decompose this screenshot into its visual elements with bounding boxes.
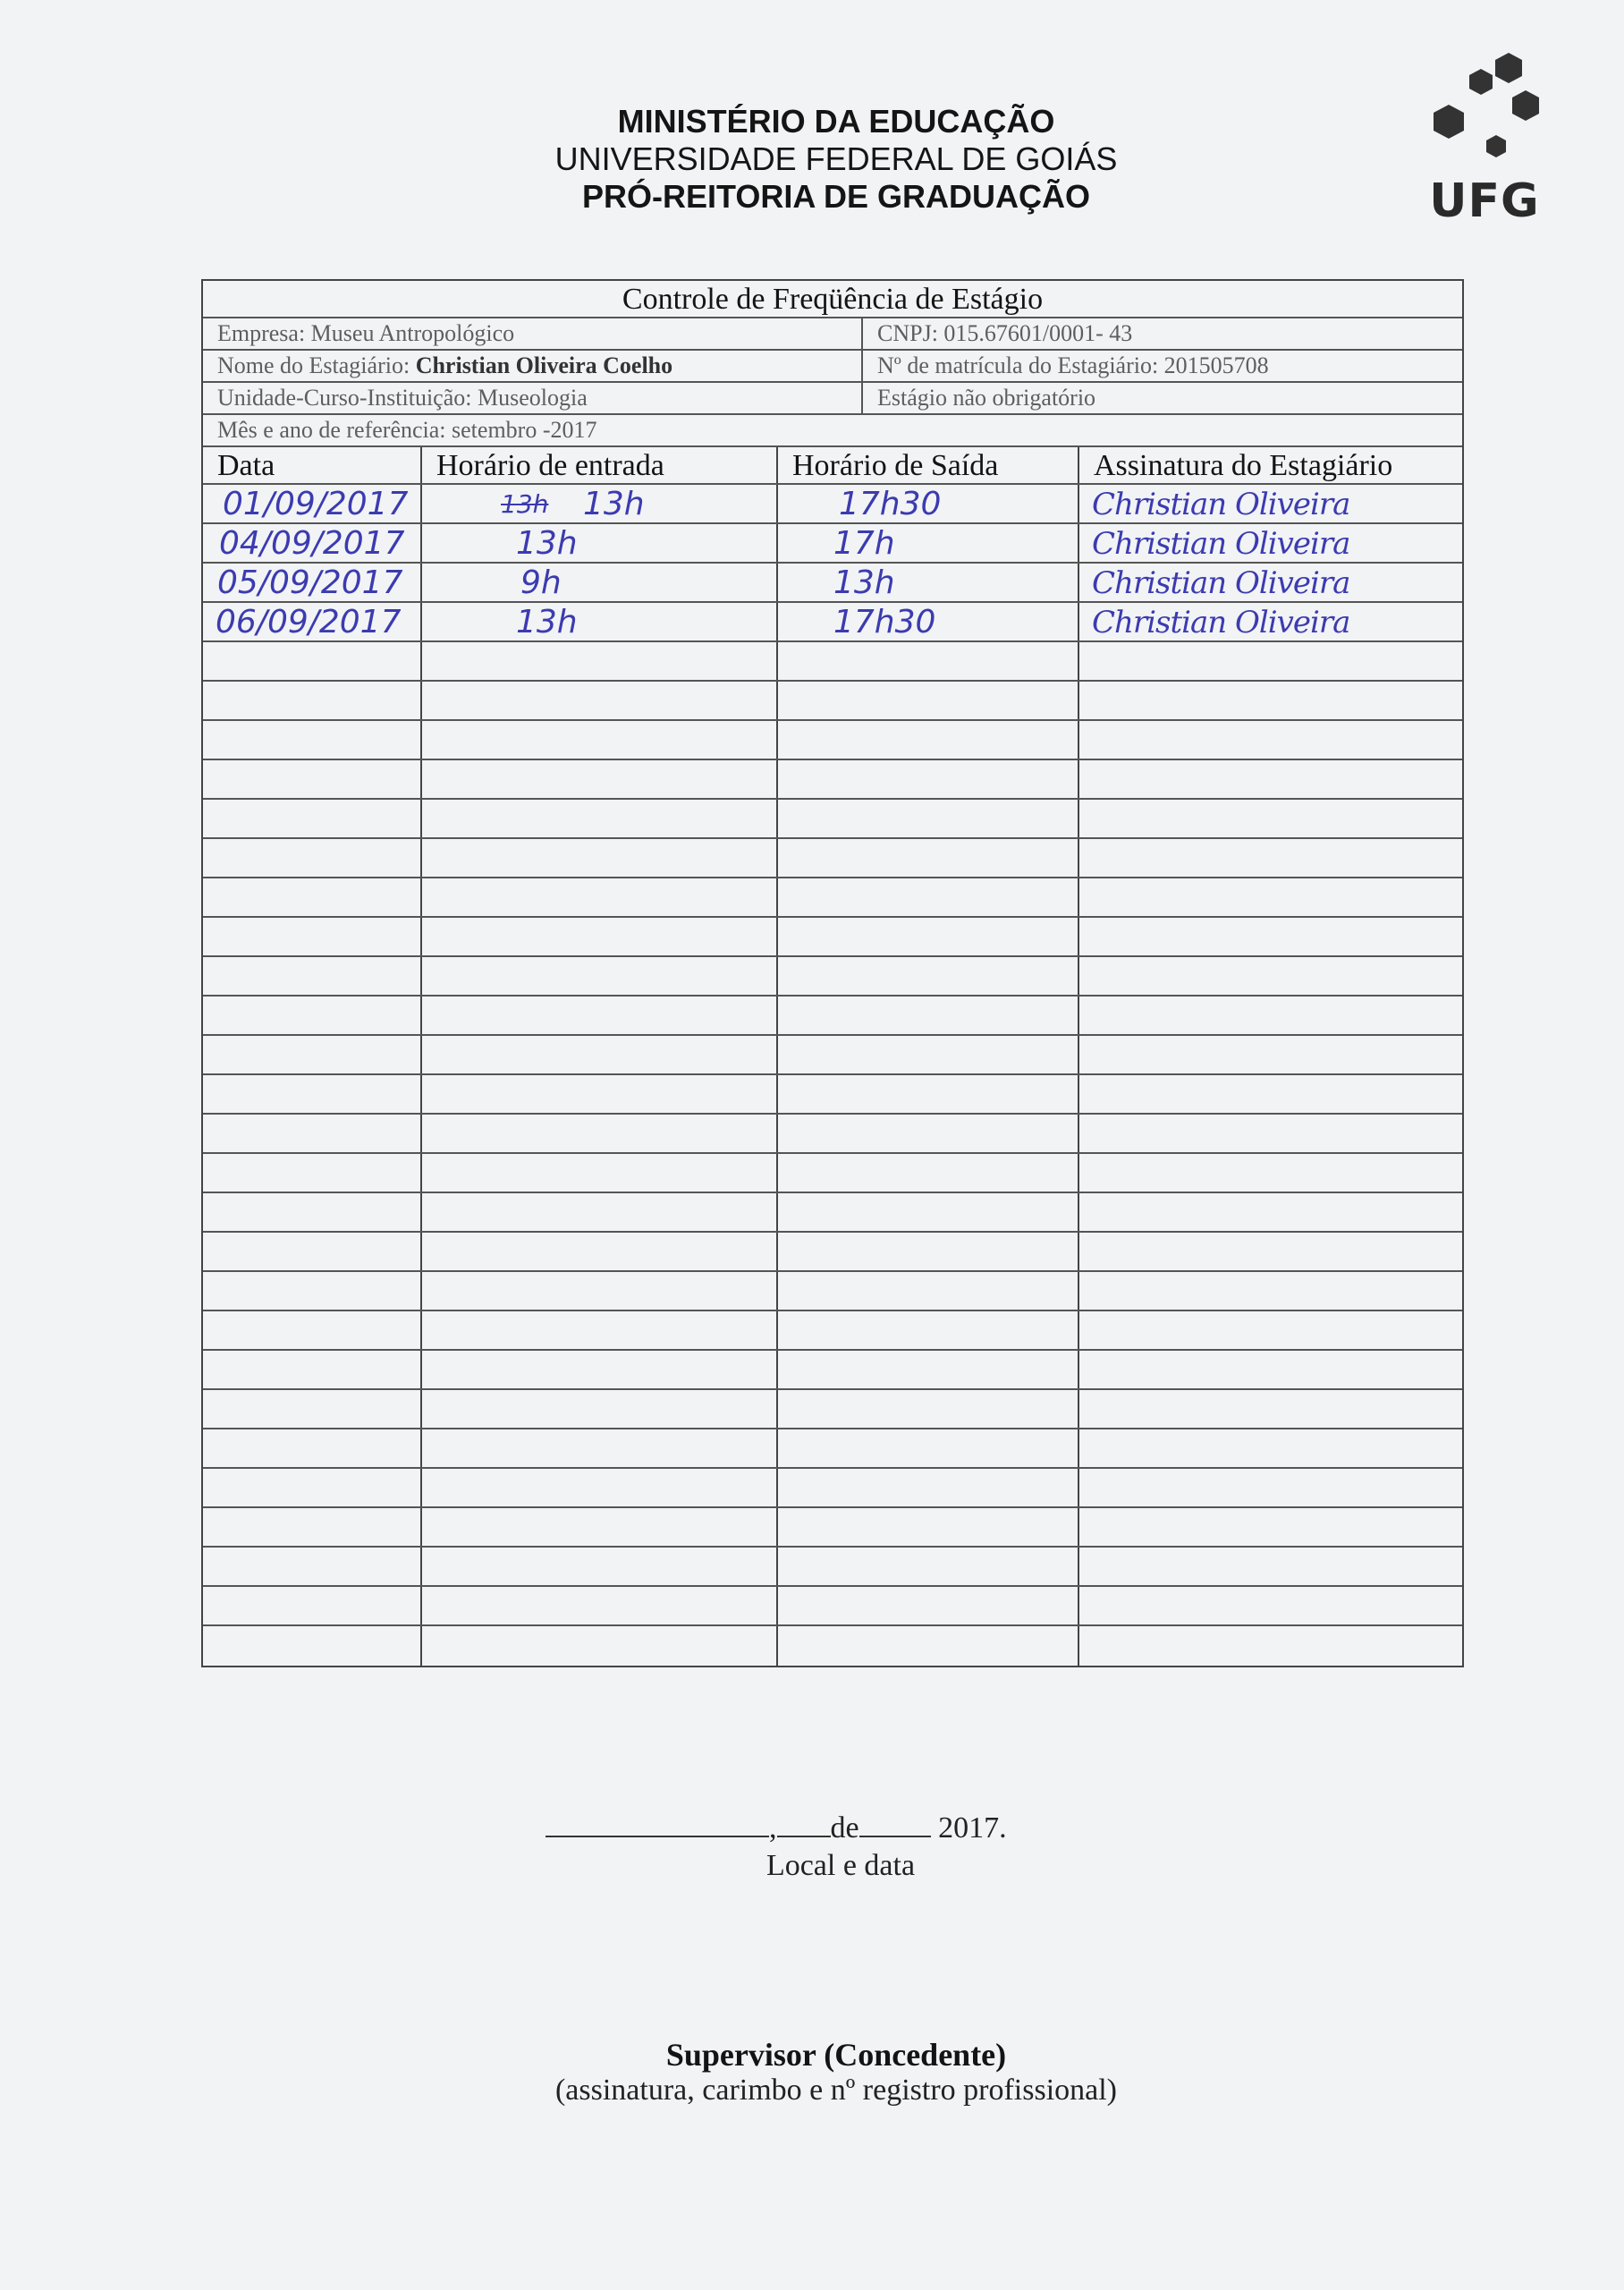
empty-cell[interactable] <box>422 1626 778 1666</box>
date-cell: 06/09/2017 <box>216 604 402 640</box>
info-row-intern <box>203 351 1462 383</box>
empty-cell[interactable] <box>203 1233 422 1270</box>
page-header <box>501 103 1171 216</box>
empty-cell[interactable] <box>778 1469 1079 1506</box>
empty-cell[interactable] <box>778 721 1079 759</box>
empty-cell[interactable] <box>422 1311 778 1349</box>
table-row <box>203 1193 1462 1233</box>
table-row <box>203 1036 1462 1075</box>
empty-cell[interactable] <box>1079 918 1462 955</box>
empty-cell[interactable] <box>1079 997 1462 1034</box>
unit-field: Unidade-Curso-Instituição: Museologia <box>203 383 863 413</box>
table-row <box>203 1429 1462 1469</box>
empty-cell[interactable] <box>422 878 778 916</box>
table-row <box>203 682 1462 721</box>
empty-cell[interactable] <box>422 1548 778 1585</box>
empty-cell[interactable] <box>203 1587 422 1624</box>
empty-cell[interactable] <box>778 642 1079 680</box>
empty-cell[interactable] <box>422 1075 778 1113</box>
table-row <box>203 1508 1462 1548</box>
info-row-company <box>203 318 1462 351</box>
empty-cell[interactable] <box>422 1272 778 1310</box>
form-title: Controle de Freqüência de Estágio <box>622 283 1044 316</box>
empty-cell[interactable] <box>422 1508 778 1546</box>
empty-cell[interactable] <box>203 1272 422 1310</box>
empty-cell[interactable] <box>203 1626 422 1666</box>
empty-cell[interactable] <box>422 1351 778 1388</box>
signature-cell: Christian Oliveira <box>1092 487 1350 522</box>
empty-cell[interactable] <box>778 1508 1079 1546</box>
place-comma: , <box>769 1811 777 1845</box>
empty-cell[interactable] <box>1079 957 1462 995</box>
empty-cell[interactable] <box>778 997 1079 1034</box>
header-exit-time: Horário de Saída <box>778 447 1079 483</box>
empty-cell[interactable] <box>422 800 778 837</box>
header-entry-time: Horário de entrada <box>422 447 778 483</box>
table-row <box>203 1548 1462 1587</box>
table-row <box>203 721 1462 760</box>
empty-cell[interactable] <box>778 957 1079 995</box>
empty-cell[interactable] <box>778 1154 1079 1192</box>
exit-cell: 13h <box>833 564 895 601</box>
empty-cell[interactable] <box>778 1351 1079 1388</box>
empty-cell[interactable] <box>203 1351 422 1388</box>
table-row <box>203 1075 1462 1115</box>
empty-cell[interactable] <box>203 1075 422 1113</box>
empty-cell[interactable] <box>1079 878 1462 916</box>
empty-cell[interactable] <box>778 1272 1079 1310</box>
intern-name-value: Christian Oliveira Coelho <box>415 352 673 378</box>
date-cell: 01/09/2017 <box>223 486 409 522</box>
empty-cell[interactable] <box>203 1193 422 1231</box>
header-date: Data <box>203 447 422 483</box>
table-header-row <box>203 447 1462 485</box>
table-row <box>203 485 1462 524</box>
empty-cell[interactable] <box>422 839 778 877</box>
date-cell: 05/09/2017 <box>217 564 403 601</box>
empty-cell[interactable] <box>203 1390 422 1428</box>
ministry-title: MINISTÉRIO DA EDUCAÇÃO <box>617 103 1055 140</box>
empty-cell[interactable] <box>422 1154 778 1192</box>
table-row <box>203 1115 1462 1154</box>
empty-cell[interactable] <box>422 1469 778 1506</box>
empty-cell[interactable] <box>203 997 422 1034</box>
empty-cell[interactable] <box>1079 642 1462 680</box>
empty-cell[interactable] <box>778 1390 1079 1428</box>
empty-cell[interactable] <box>778 760 1079 798</box>
empty-cell[interactable] <box>1079 1075 1462 1113</box>
empty-cell[interactable] <box>422 642 778 680</box>
empty-cell[interactable] <box>203 1036 422 1073</box>
table-row <box>203 564 1462 603</box>
empty-cell[interactable] <box>778 800 1079 837</box>
empty-cell[interactable] <box>1079 800 1462 837</box>
table-row <box>203 760 1462 800</box>
empty-cell[interactable] <box>422 957 778 995</box>
table-row <box>203 1272 1462 1311</box>
empty-cell[interactable] <box>778 878 1079 916</box>
entry-cell: 13h <box>583 486 645 522</box>
empty-cell[interactable] <box>422 918 778 955</box>
month-blank[interactable] <box>859 1812 931 1837</box>
empty-cell[interactable] <box>1079 1272 1462 1310</box>
table-row <box>203 1587 1462 1626</box>
empty-cell[interactable] <box>1079 721 1462 759</box>
attendance-form <box>201 279 1464 1667</box>
logo-text: UFG <box>1429 174 1540 228</box>
exit-cell: 17h30 <box>839 486 942 522</box>
matricula-field: Nº de matrícula do Estagiário: 201505708 <box>877 352 1269 378</box>
signature-cell: Christian Oliveira <box>1092 605 1350 640</box>
empty-cell[interactable] <box>422 1390 778 1428</box>
empty-cell[interactable] <box>203 1154 422 1192</box>
table-row <box>203 918 1462 957</box>
table-row <box>203 1626 1462 1666</box>
ufg-logo <box>1417 49 1552 228</box>
empty-cell[interactable] <box>422 1233 778 1270</box>
signature-cell: Christian Oliveira <box>1092 565 1350 601</box>
empty-cell[interactable] <box>203 1508 422 1546</box>
table-row <box>203 642 1462 682</box>
empty-cell[interactable] <box>1079 682 1462 719</box>
empty-cell[interactable] <box>778 1036 1079 1073</box>
empty-cell[interactable] <box>203 839 422 877</box>
table-row <box>203 997 1462 1036</box>
place-year: 2017. <box>938 1811 1007 1845</box>
table-row <box>203 800 1462 839</box>
place-date-line <box>546 1811 1154 1845</box>
empty-cell[interactable] <box>422 682 778 719</box>
empty-cell[interactable] <box>778 1587 1079 1624</box>
table-row <box>203 878 1462 918</box>
empty-cell[interactable] <box>203 642 422 680</box>
intern-name-field <box>203 351 863 381</box>
empty-cell[interactable] <box>778 1193 1079 1231</box>
empty-cell[interactable] <box>778 1429 1079 1467</box>
table-row <box>203 1154 1462 1193</box>
entry-cell: 13h <box>516 525 578 562</box>
table-row <box>203 1351 1462 1390</box>
reference-month-field: Mês e ano de referência: setembro -2017 <box>203 415 1462 447</box>
empty-cell[interactable] <box>203 721 422 759</box>
dept-title: PRÓ-REITORIA DE GRADUAÇÃO <box>581 178 1091 215</box>
empty-cell[interactable] <box>422 1036 778 1073</box>
empty-cell[interactable] <box>422 721 778 759</box>
day-blank[interactable] <box>777 1812 831 1837</box>
empty-cell[interactable] <box>778 1115 1079 1152</box>
empty-cell[interactable] <box>1079 1193 1462 1231</box>
empty-cell[interactable] <box>1079 839 1462 877</box>
place-blank[interactable] <box>546 1812 769 1837</box>
empty-cell[interactable] <box>1079 1508 1462 1546</box>
empty-cell[interactable] <box>422 1429 778 1467</box>
empty-cell[interactable] <box>422 760 778 798</box>
empty-cell[interactable] <box>778 1626 1079 1666</box>
supervisor-title: Supervisor (Concedente) <box>665 2037 1007 2073</box>
empty-cell[interactable] <box>203 878 422 916</box>
empty-cell[interactable] <box>203 682 422 719</box>
supervisor-subtitle: (assinatura, carimbo e nº registro profissional) <box>554 2074 1118 2107</box>
signature-cell: Christian Oliveira <box>1092 526 1350 562</box>
empty-cell[interactable] <box>1079 1351 1462 1388</box>
info-row-unit <box>203 383 1462 415</box>
table-row <box>203 524 1462 564</box>
table-row <box>203 1311 1462 1351</box>
empty-cell[interactable] <box>422 1115 778 1152</box>
empty-cell[interactable] <box>1079 1469 1462 1506</box>
empty-cell[interactable] <box>1079 1390 1462 1428</box>
empty-cell[interactable] <box>203 1311 422 1349</box>
header-signature: Assinatura do Estagiário <box>1094 449 1393 482</box>
exit-cell: 17h30 <box>833 604 936 640</box>
empty-cell[interactable] <box>1079 1587 1462 1624</box>
empty-cell[interactable] <box>1079 1429 1462 1467</box>
empty-cell[interactable] <box>778 682 1079 719</box>
entry-cell: 9h <box>520 564 562 601</box>
empty-cell[interactable] <box>778 1075 1079 1113</box>
empty-cell[interactable] <box>203 1115 422 1152</box>
table-row <box>203 603 1462 642</box>
intern-name-label: Nome do Estagiário: <box>217 352 416 378</box>
empty-cell[interactable] <box>203 1469 422 1506</box>
cnpj-field: CNPJ: 015.67601/0001- 43 <box>877 320 1133 346</box>
table-row <box>203 1233 1462 1272</box>
empty-cell[interactable] <box>203 1548 422 1585</box>
empty-cell[interactable] <box>203 1429 422 1467</box>
table-row <box>203 957 1462 997</box>
empty-cell[interactable] <box>778 1233 1079 1270</box>
table-row <box>203 1469 1462 1508</box>
empty-cell[interactable] <box>1079 1115 1462 1152</box>
internship-type-field: Estágio não obrigatório <box>877 385 1096 411</box>
place-date-caption: Local e data <box>765 1849 916 1882</box>
empty-cell[interactable] <box>1079 1154 1462 1192</box>
empty-cell[interactable] <box>778 839 1079 877</box>
empty-cell[interactable] <box>422 997 778 1034</box>
hexagon-cluster-icon <box>1417 49 1552 174</box>
university-title: UNIVERSIDADE FEDERAL DE GOIÁS <box>554 140 1118 177</box>
place-de: de <box>830 1811 859 1845</box>
empty-cell[interactable] <box>1079 1036 1462 1073</box>
empty-cell[interactable] <box>422 1193 778 1231</box>
empty-cell[interactable] <box>778 918 1079 955</box>
empty-cell[interactable] <box>203 918 422 955</box>
empty-cell[interactable] <box>1079 760 1462 798</box>
empty-cell[interactable] <box>422 1587 778 1624</box>
empty-cell[interactable] <box>203 957 422 995</box>
struck-entry-cell: 13h <box>501 489 549 519</box>
company-field: Empresa: Museu Antropológico <box>203 318 863 349</box>
table-row <box>203 839 1462 878</box>
entry-cell: 13h <box>516 604 578 640</box>
empty-cell[interactable] <box>1079 1233 1462 1270</box>
empty-cell[interactable] <box>203 800 422 837</box>
form-title-row <box>203 281 1462 318</box>
exit-cell: 17h <box>833 525 895 562</box>
empty-cell[interactable] <box>1079 1311 1462 1349</box>
date-cell: 04/09/2017 <box>219 525 405 562</box>
empty-cell[interactable] <box>778 1548 1079 1585</box>
empty-cell[interactable] <box>1079 1548 1462 1585</box>
empty-cell[interactable] <box>203 760 422 798</box>
table-row <box>203 1390 1462 1429</box>
empty-cell[interactable] <box>1079 1626 1462 1666</box>
empty-cell[interactable] <box>778 1311 1079 1349</box>
